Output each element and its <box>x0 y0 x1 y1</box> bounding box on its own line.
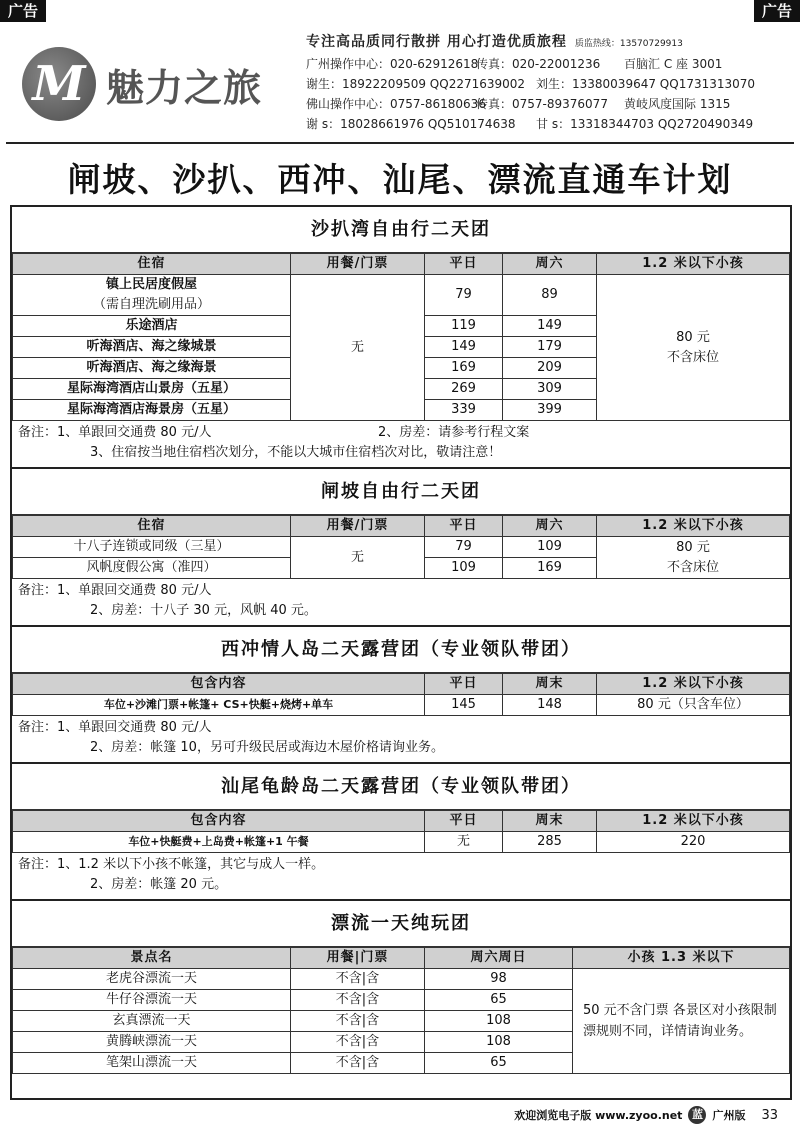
table-xichong <box>12 673 790 716</box>
col-header: 住宿 <box>13 516 291 537</box>
saturday-price: 149 <box>503 316 597 337</box>
contact-xie: 谢生：18922209509 QQ2271639002 <box>306 77 526 91</box>
weekday-price: 79 <box>425 537 503 558</box>
child-note: 50 元不含门票 各景区对小孩限制漂规则不同，详情请询业务。 <box>573 969 790 1074</box>
package-content: 车位+沙滩门票+帐篷+ CS+快艇+烧烤+单车 <box>13 695 425 716</box>
hotel-name-sub: （需自理洗刷用品） <box>92 297 210 312</box>
header <box>6 24 794 144</box>
col-header: 用餐|门票 <box>291 948 425 969</box>
note-line: 备注：1、单跟回交通费 80 元/人 <box>18 425 212 440</box>
note-line: 2、房差：十八子 30 元，风帆 40 元。 <box>90 603 317 618</box>
table-rafting <box>12 947 790 1074</box>
footer-edition: 广州版 <box>712 1109 746 1122</box>
spot-name: 玄真漂流一天 <box>13 1011 291 1032</box>
hotel-name <box>13 275 291 316</box>
col-header: 包含内容 <box>13 811 425 832</box>
weekend-price: 65 <box>425 1053 573 1074</box>
edition-badge-icon: 蓝 <box>688 1106 706 1124</box>
table-row <box>13 969 790 990</box>
saturday-price: 179 <box>503 337 597 358</box>
meal-ticket: 不含|含 <box>291 1011 425 1032</box>
section-title-rafting: 漂流一天纯玩团 <box>12 901 790 947</box>
table-row <box>13 537 790 558</box>
table-header-row <box>13 948 790 969</box>
weekday-price: 169 <box>425 358 503 379</box>
page-number: 33 <box>761 1107 778 1123</box>
saturday-price: 109 <box>503 537 597 558</box>
slogan: 专注高品质同行散拼 用心打造优质旅程 <box>306 34 567 50</box>
weekend-price: 108 <box>425 1032 573 1053</box>
col-header: 用餐/门票 <box>291 516 425 537</box>
weekend-price: 98 <box>425 969 573 990</box>
ad-tag-right: 广告 <box>754 0 800 22</box>
logo-mark-icon: M <box>22 47 96 121</box>
col-header: 平日 <box>425 811 503 832</box>
note-line: 备注：1、单跟回交通费 80 元/人 <box>18 720 212 735</box>
weekday-price: 109 <box>425 558 503 579</box>
contact-fs-fax: 传真：0757-89376077 <box>476 97 608 111</box>
child-price-cell <box>597 537 790 579</box>
meal-cell: 无 <box>291 537 425 579</box>
contact-gz-office: 广州操作中心：020-62912618 <box>306 57 479 71</box>
note-line: 2、房差：帐篷 20 元。 <box>90 877 228 892</box>
child-price: 80 元 <box>676 329 710 345</box>
contact-liu: 刘生：13380039647 QQ1731313070 <box>536 77 756 91</box>
meal-ticket: 不含|含 <box>291 969 425 990</box>
col-header: 1.2 米以下小孩 <box>597 674 790 695</box>
table-header-row <box>13 516 790 537</box>
weekday-price: 79 <box>425 275 503 316</box>
child-price-cell <box>597 275 790 421</box>
weekday-price: 无 <box>425 832 503 853</box>
contact-gz-fax: 传真：020-22001236 <box>476 57 601 71</box>
spot-name: 老虎谷漂流一天 <box>13 969 291 990</box>
note-line: 2、房差：请参考行程文案 <box>378 425 530 440</box>
weekday-price: 145 <box>425 695 503 716</box>
weekend-price: 108 <box>425 1011 573 1032</box>
section-title-shaba: 沙扒湾自由行二天团 <box>12 207 790 253</box>
hotel-name: 听海酒店、海之缘海景 <box>13 358 291 379</box>
weekday-price: 339 <box>425 400 503 421</box>
col-header: 周六周日 <box>425 948 573 969</box>
meal-ticket: 不含|含 <box>291 990 425 1011</box>
contact-xie-s: 谢 s：18028661976 QQ510174638 <box>306 117 516 131</box>
logo-text: 魅力之旅 <box>106 65 263 110</box>
meal-ticket: 不含|含 <box>291 1053 425 1074</box>
saturday-price: 399 <box>503 400 597 421</box>
logo <box>10 32 296 136</box>
table-header-row <box>13 254 790 275</box>
footer-website: 欢迎浏览电子版 www.zyoo.net <box>514 1109 683 1122</box>
page-title: 闸坡、沙扒、西冲、汕尾、漂流直通车计划 <box>67 160 733 199</box>
contact-fs-office: 佛山操作中心：0757-86180636 <box>306 97 486 111</box>
table-row <box>13 695 790 716</box>
child-price: 220 <box>597 832 790 853</box>
note-zhapo <box>12 579 790 627</box>
note-line: 备注：1、1.2 米以下小孩不帐篷，其它与成人一样。 <box>18 857 325 872</box>
table-zhapo <box>12 515 790 579</box>
saturday-price: 209 <box>503 358 597 379</box>
schedule-frame <box>10 205 792 1100</box>
contact-fs-address: 黄岐风度国际 1315 <box>624 97 731 111</box>
hotline: 质监热线：13570729913 <box>574 39 683 49</box>
col-header: 景点名 <box>13 948 291 969</box>
contact-gan-s: 甘 s：13318344703 QQ2720490349 <box>536 117 754 131</box>
table-shaba <box>12 253 790 421</box>
weekday-price: 149 <box>425 337 503 358</box>
note-xichong <box>12 716 790 764</box>
col-header: 包含内容 <box>13 674 425 695</box>
col-header: 1.2 米以下小孩 <box>597 811 790 832</box>
hotel-name: 听海酒店、海之缘城景 <box>13 337 291 358</box>
weekend-price: 65 <box>425 990 573 1011</box>
child-price-note: 不含床位 <box>666 349 719 365</box>
note-line: 备注：1、单跟回交通费 80 元/人 <box>18 583 212 598</box>
hotel-name-main: 镇上民居度假屋 <box>105 277 197 292</box>
col-header: 平日 <box>425 516 503 537</box>
contact-info <box>306 32 794 134</box>
note-line: 3、住宿按当地住宿档次划分，不能以大城市住宿档次对比，敬请注意！ <box>90 445 502 460</box>
saturday-price: 169 <box>503 558 597 579</box>
spot-name: 笔架山漂流一天 <box>13 1053 291 1074</box>
weekday-price: 119 <box>425 316 503 337</box>
hotel-name: 风帆度假公寓（准四） <box>13 558 291 579</box>
col-header: 平日 <box>425 674 503 695</box>
col-header: 周末 <box>503 811 597 832</box>
saturday-price: 309 <box>503 379 597 400</box>
spot-name: 黄腾峡漂流一天 <box>13 1032 291 1053</box>
note-line: 2、房差：帐篷 10，另可升级民居或海边木屋价格请询业务。 <box>90 740 444 755</box>
package-content: 车位+快艇费+上岛费+帐篷+1 午餐 <box>13 832 425 853</box>
child-price: 80 元 <box>676 539 710 555</box>
weekend-price: 148 <box>503 695 597 716</box>
ad-tag-left: 广告 <box>0 0 46 22</box>
section-title-shanwei: 汕尾龟龄岛二天露营团（专业领队带团） <box>12 764 790 810</box>
child-price-note: 不含床位 <box>666 559 719 575</box>
col-header: 周六 <box>503 516 597 537</box>
table-row <box>13 275 790 316</box>
hotel-name: 星际海湾酒店山景房（五星） <box>13 379 291 400</box>
contact-gz-address: 百脑汇 C 座 3001 <box>624 57 723 71</box>
saturday-price: 89 <box>503 275 597 316</box>
hotel-name: 星际海湾酒店海景房（五星） <box>13 400 291 421</box>
col-header: 周六 <box>503 254 597 275</box>
col-header: 住宿 <box>13 254 291 275</box>
col-header: 周末 <box>503 674 597 695</box>
col-header: 平日 <box>425 254 503 275</box>
weekend-price: 285 <box>503 832 597 853</box>
meal-ticket: 不含|含 <box>291 1032 425 1053</box>
spot-name: 牛仔谷漂流一天 <box>13 990 291 1011</box>
table-header-row <box>13 674 790 695</box>
table-header-row <box>13 811 790 832</box>
footer <box>514 1106 778 1124</box>
col-header: 小孩 1.3 米以下 <box>573 948 790 969</box>
table-row <box>13 832 790 853</box>
col-header: 1.2 米以下小孩 <box>597 254 790 275</box>
table-shanwei <box>12 810 790 853</box>
hotel-name: 乐途酒店 <box>13 316 291 337</box>
col-header: 1.2 米以下小孩 <box>597 516 790 537</box>
meal-cell: 无 <box>291 275 425 421</box>
section-title-zhapo: 闸坡自由行二天团 <box>12 469 790 515</box>
child-price: 80 元（只含车位） <box>597 695 790 716</box>
hotel-name: 十八子连锁或同级（三星） <box>13 537 291 558</box>
section-title-xichong: 西冲情人岛二天露营团（专业领队带团） <box>12 627 790 673</box>
note-shaba <box>12 421 790 469</box>
note-shanwei <box>12 853 790 901</box>
weekday-price: 269 <box>425 379 503 400</box>
col-header: 用餐/门票 <box>291 254 425 275</box>
